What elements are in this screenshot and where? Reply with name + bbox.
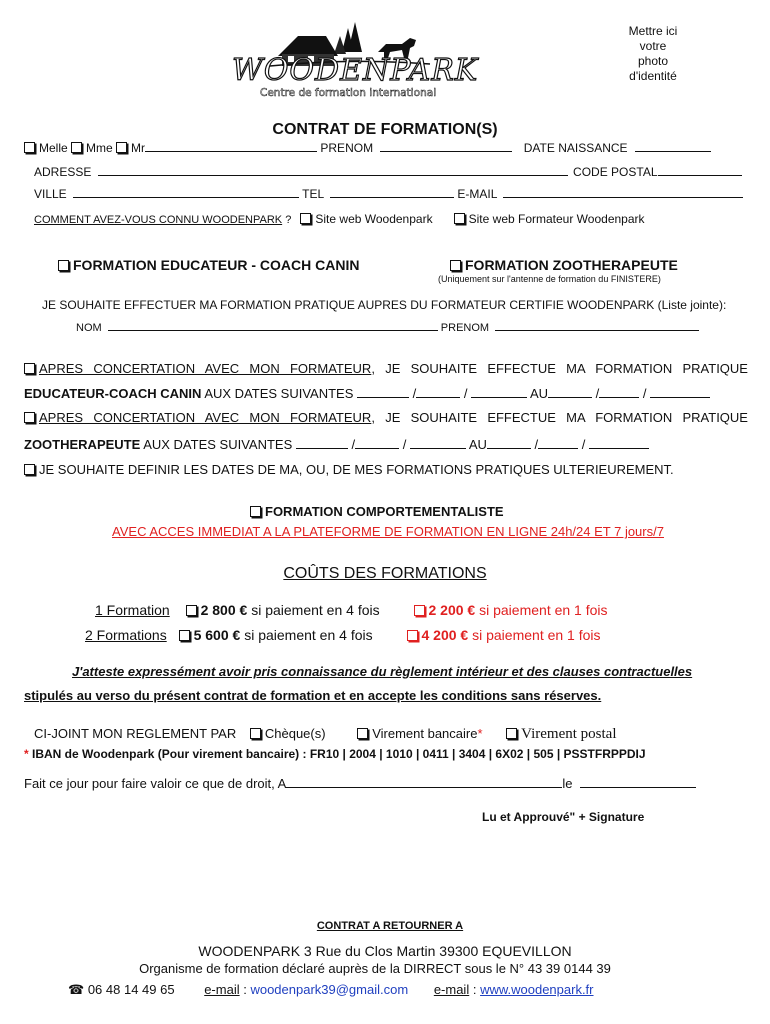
checkbox-mme[interactable]: Mme [71,141,113,155]
le-label: le [562,776,573,791]
ville-label: VILLE [34,187,67,201]
checkbox-site-woodenpark[interactable]: Site web Woodenpark [300,212,432,226]
practice-option-1: APRES CONCERTATION AVEC MON FORMATEUR, JE SOUHAITE EFFECTUE MA FORMATION PRATIQUE [24,361,748,376]
fait-row [24,776,696,791]
phone-icon: ☎ [68,982,85,997]
code-postal-field[interactable] [658,165,742,176]
fait-lieu-field[interactable] [286,777,562,788]
checkbox-cost-2-4x[interactable]: 5 600 € si paiement en 4 fois [179,627,373,643]
footer-address: WOODENPARK 3 Rue du Clos Martin 39300 EQUEVILLON [198,943,572,959]
checkbox-cheque[interactable]: Chèque(s) [250,726,326,741]
comportementaliste-subtitle: AVEC ACCES IMMEDIAT A LA PLATEFORME DE FORMATION EN LIGNE 24h/24 ET 7 jours/7 [112,524,664,539]
footer-phone: 06 48 14 49 65 [87,982,175,997]
checkbox-cost-1-1x[interactable]: 2 200 € si paiement en 1 fois [414,602,608,618]
tel-field[interactable] [330,187,454,198]
approuve-label: Lu et Approuvé" + Signature [482,810,645,824]
cost-row-2: 2 Formations 5 600 € si paiement en 4 fois 4 200 € si paiement en 1 fois [85,627,601,643]
contact-row [34,187,743,201]
attestation-line-2: stipulés au verso du présent contrat de formation et en accepte les conditions sans réserves. [24,688,602,703]
checkbox-virement-postal[interactable]: Virement postal [506,726,616,741]
formateur-nom-label: NOM [76,322,102,334]
prenom-label: PRENOM [320,141,374,155]
zootherapeute-note: (Uniquement sur l'antenne de formation du FINISTERE) [438,274,661,284]
checkbox-virement-bancaire[interactable]: Virement bancaire* [357,726,482,741]
checkbox-mr[interactable]: Mr [116,141,145,155]
checkbox-practice-zootherapeute[interactable] [24,410,39,425]
formateur-intro: JE SOUHAITE EFFECTUER MA FORMATION PRATIQUE AUPRES DU FORMATEUR CERTIFIE WOODENPARK (Liste jointe): [42,298,727,312]
checkbox-cost-1-4x[interactable]: 2 800 € si paiement en 4 fois [186,602,380,618]
checkbox-formation-comportementaliste[interactable]: FORMATION COMPORTEMENTALISTE [250,504,504,519]
practice-option-2-dates: ZOOTHERAPEUTE AUX DATES SUIVANTES / / AU / / [24,437,649,452]
cost-row-1: 1 Formation 2 800 € si paiement en 4 fois 2 200 € si paiement en 1 fois [95,602,608,618]
adresse-label: ADRESSE [34,165,92,179]
logo-graphic [230,14,520,100]
payment-label: CI-JOINT MON REGLEMENT PAR [34,726,237,741]
fait-label: Fait ce jour pour faire valoir ce que de droit, A [24,776,287,791]
checkbox-cost-2-1x[interactable]: 4 200 € si paiement en 1 fois [407,627,601,643]
checkbox-practice-later[interactable]: JE SOUHAITE DEFINIR LES DATES DE MA, OU, DE MES FORMATIONS PRATIQUES ULTERIEUREMENT. [24,462,674,477]
dob-field[interactable] [635,141,711,152]
logo-wordmark: WOODENPARK [232,53,479,88]
formateur-prenom-label: PRENOM [440,322,490,334]
photo-placeholder: Mettre ici votre photo d'identité [628,24,678,83]
name-field[interactable] [145,141,317,152]
fait-date-field[interactable] [580,777,696,788]
iban-line: * IBAN de Woodenpark (Pour virement bancaire) : FR10 | 2004 | 1010 | 0411 | 3404 | 6X02 | 505 | PSSTFRPPDIJ [24,747,646,761]
page-title: CONTRAT DE FORMATION(S) [272,121,498,138]
checkbox-melle[interactable]: Melle [24,141,68,155]
prenom-field[interactable] [380,141,512,152]
tel-label: TEL [302,187,324,201]
practice-option-2: APRES CONCERTATION AVEC MON FORMATEUR, JE SOUHAITE EFFECTUE MA FORMATION PRATIQUE [24,410,748,425]
formateur-prenom-field[interactable] [495,320,699,331]
logo-subtitle: Centre de formation international [260,87,437,99]
checkbox-formation-educateur[interactable]: FORMATION EDUCATEUR - COACH CANIN [58,257,359,273]
attestation-line-1: J'atteste expressément avoir pris connaissance du règlement intérieur et des clauses contractuelles [72,664,693,679]
payment-row [34,726,616,743]
checkbox-site-formateur[interactable]: Site web Formateur Woodenpark [454,212,645,226]
checkbox-practice-educateur[interactable] [24,361,39,376]
checkbox-formation-zootherapeute[interactable]: FORMATION ZOOTHERAPEUTE [450,257,678,273]
adresse-field[interactable] [98,165,568,176]
address-row [34,165,742,179]
footer-website-link[interactable]: www.woodenpark.fr [480,982,594,997]
ville-field[interactable] [73,187,299,198]
woodenpark-logo [230,14,520,100]
formateur-nom-field[interactable] [108,320,438,331]
practice-option-1-dates: EDUCATEUR-COACH CANIN AUX DATES SUIVANTES / / AU / / [24,386,710,401]
footer-email[interactable]: woodenpark39@gmail.com [250,982,409,997]
email-label: E-MAIL [457,187,497,201]
dob-label: DATE NAISSANCE [523,141,628,155]
code-postal-label: CODE POSTAL [573,165,658,179]
retour-label: CONTRAT A RETOURNER A [316,920,464,932]
formateur-row [76,320,699,334]
source-row: COMMENT AVEZ-VOUS CONNU WOODENPARK ? Site web Woodenpark Site web Formateur Woodenpark [34,212,645,226]
email-field[interactable] [503,187,743,198]
costs-title: COÛTS DES FORMATIONS [283,565,487,582]
source-question: COMMENT AVEZ-VOUS CONNU WOODENPARK [34,214,283,226]
footer-contacts: ☎ 06 48 14 49 65 e-mail : woodenpark39@gmail.com e-mail : www.woodenpark.fr [68,982,594,997]
civility-row [24,141,711,155]
footer-organisme: Organisme de formation déclaré auprès de la DIRRECT sous le N° 43 39 0144 39 [139,961,611,976]
